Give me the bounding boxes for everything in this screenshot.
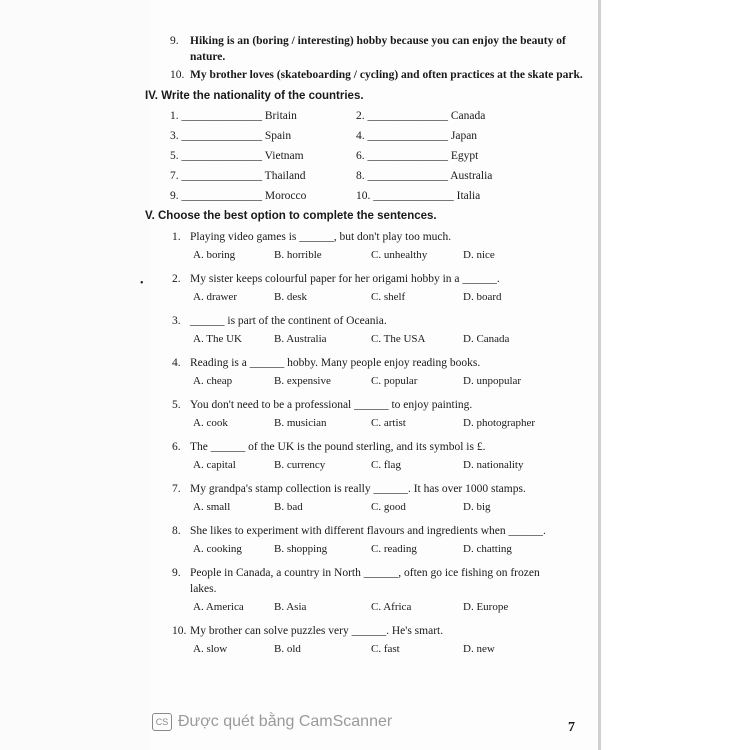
mc-q10-opt-a: A. slow [193, 643, 228, 655]
page-edge-shadow [598, 0, 601, 750]
mc-q7-num: 7. [172, 483, 181, 495]
q10-line1: My brother loves (skateboarding / cycling) and often practices at the skate park. [190, 69, 583, 81]
page-number: 7 [568, 720, 575, 735]
mc-q1-opt-b: B. horrible [274, 249, 322, 261]
mc-q10-opt-b: B. old [274, 643, 301, 655]
mc-q7-opt-b: B. bad [274, 501, 303, 513]
q10-number: 10. [170, 69, 185, 81]
mc-q4-num: 4. [172, 357, 181, 369]
mc-q6-text: The ______ of the UK is the pound sterling, and its symbol is £. [190, 441, 486, 453]
mc-q3-opt-b: B. Australia [274, 333, 327, 345]
nat-country: Japan [450, 130, 478, 142]
mc-q9-text: People in Canada, a country in North ______, often go ice fishing on frozen [190, 567, 540, 579]
section-iv-heading: IV. Write the nationality of the countries. [145, 90, 364, 102]
mc-q1-text: Playing video games is ______, but don't play too much. [190, 231, 452, 243]
mc-q4-opt-c: C. popular [371, 375, 418, 387]
mc-q7-opt-c: C. good [371, 501, 406, 513]
mc-q9-opt-b: B. Asia [274, 601, 307, 613]
mc-q3-text: ______ is part of the continent of Oceania. [190, 315, 387, 327]
q9-number: 9. [170, 35, 179, 47]
nat-country: Australia [450, 170, 493, 182]
mc-q5-opt-d: D. photographer [463, 417, 536, 429]
bleed-through-area [330, 300, 591, 480]
mc-q5-opt-b: B. musician [274, 417, 327, 429]
mc-q8-num: 8. [172, 525, 181, 537]
nat-item-5: 5. ______________ Vietnam [170, 150, 304, 162]
q9-line2: nature. [190, 51, 226, 63]
mc-q6-num: 6. [172, 441, 181, 453]
nat-num: 10. [356, 190, 371, 202]
camscanner-logo-icon: CS [152, 713, 172, 731]
mc-q9-text2: lakes. [190, 583, 217, 595]
mc-q10-opt-d: D. new [463, 643, 495, 655]
nat-item-1: 1. ______________ Britain [170, 110, 297, 122]
nat-num: 2. [356, 110, 365, 122]
nat-item-9: 9. ______________ Morocco [170, 190, 307, 202]
q9-line1: Hiking is an (boring / interesting) hobby because you can enjoy the beauty of [190, 35, 566, 47]
mc-q4-opt-b: B. expensive [274, 375, 331, 387]
mc-q1-num: 1. [172, 231, 181, 243]
nat-item-4: 4. ______________ Japan [356, 130, 478, 142]
mc-q9-num: 9. [172, 567, 181, 579]
mc-q8-opt-c: C. reading [371, 543, 417, 555]
nat-num: 9. [170, 190, 179, 202]
mc-q2-opt-b: B. desk [274, 291, 307, 303]
nat-item-6: 6. ______________ Egypt [356, 150, 479, 162]
mc-q6-opt-d: D. nationality [463, 459, 524, 471]
nat-num: 1. [170, 110, 179, 122]
nat-num: 4. [356, 130, 365, 142]
mc-q9-opt-a: A. America [193, 601, 244, 613]
mc-q6-opt-b: B. currency [274, 459, 326, 471]
mc-q3-opt-c: C. The USA [371, 333, 426, 345]
mc-q6-opt-c: C. flag [371, 459, 401, 471]
mc-q2-text: My sister keeps colourful paper for her origami hobby in a ______. [190, 273, 500, 285]
mc-q2-opt-d: D. board [463, 291, 502, 303]
nat-num: 6. [356, 150, 365, 162]
mc-q10-text: My brother can solve puzzles very ______. He's smart. [190, 625, 444, 637]
scanner-watermark: Được quét bằng CamScanner [178, 713, 393, 730]
section-v-heading: V. Choose the best option to complete the sentences. [145, 210, 437, 222]
nat-country: Egypt [450, 150, 479, 162]
nat-country: Italia [456, 190, 481, 202]
mc-q1-opt-d: D. nice [463, 249, 495, 261]
nat-num: 7. [170, 170, 179, 182]
nat-country: Spain [264, 130, 292, 142]
mc-q8-opt-a: A. cooking [193, 543, 242, 555]
mc-q1-opt-a: A. boring [193, 249, 236, 261]
mc-q4-opt-a: A. cheap [193, 375, 233, 387]
nat-item-3: 3. ______________ Spain [170, 130, 292, 142]
mc-q5-opt-a: A. cook [193, 417, 228, 429]
nat-country: Vietnam [264, 150, 304, 162]
nat-num: 3. [170, 130, 179, 142]
mc-q2-opt-a: A. drawer [193, 291, 237, 303]
nat-item-7: 7. ______________ Thailand [170, 170, 306, 182]
mc-q7-opt-a: A. small [193, 501, 231, 513]
mc-q7-opt-d: D. big [463, 501, 491, 513]
mc-q5-opt-c: C. artist [371, 417, 406, 429]
mc-q4-opt-d: D. unpopular [463, 375, 522, 387]
mc-q9-opt-d: D. Europe [463, 601, 509, 613]
mc-q10-num: 10. [172, 625, 187, 637]
nat-num: 8. [356, 170, 365, 182]
nat-num: 5. [170, 150, 179, 162]
mc-q6-opt-a: A. capital [193, 459, 236, 471]
mc-q1-opt-c: C. unhealthy [371, 249, 428, 261]
mc-q5-text: You don't need to be a professional ______ to enjoy painting. [190, 399, 473, 411]
mc-q3-num: 3. [172, 315, 181, 327]
mc-q4-text: Reading is a ______ hobby. Many people enjoy reading books. [190, 357, 481, 369]
mc-q9-opt-c: C. Africa [371, 601, 412, 613]
nat-item-8: 8. ______________ Australia [356, 170, 493, 182]
nat-country: Canada [450, 110, 486, 122]
nat-country: Britain [264, 110, 297, 122]
mc-q5-num: 5. [172, 399, 181, 411]
mc-q8-opt-d: D. chatting [463, 543, 512, 555]
left-margin [0, 0, 150, 750]
nat-country: Thailand [264, 170, 306, 182]
margin-dot: • [140, 278, 144, 289]
mc-q10-opt-c: C. fast [371, 643, 400, 655]
mc-q3-opt-a: A. The UK [193, 333, 242, 345]
mc-q2-opt-c: C. shelf [371, 291, 406, 303]
mc-q8-opt-b: B. shopping [274, 543, 328, 555]
mc-q3-opt-d: D. Canada [463, 333, 510, 345]
mc-q7-text: My grandpa's stamp collection is really ______. It has over 1000 stamps. [190, 483, 526, 495]
mc-q2-num: 2. [172, 273, 181, 285]
nat-item-10: 10. ______________ Italia [356, 190, 481, 202]
mc-q8-text: She likes to experiment with different flavours and ingredients when ______. [190, 525, 546, 537]
nat-country: Morocco [264, 190, 307, 202]
nat-item-2: 2. ______________ Canada [356, 110, 486, 122]
